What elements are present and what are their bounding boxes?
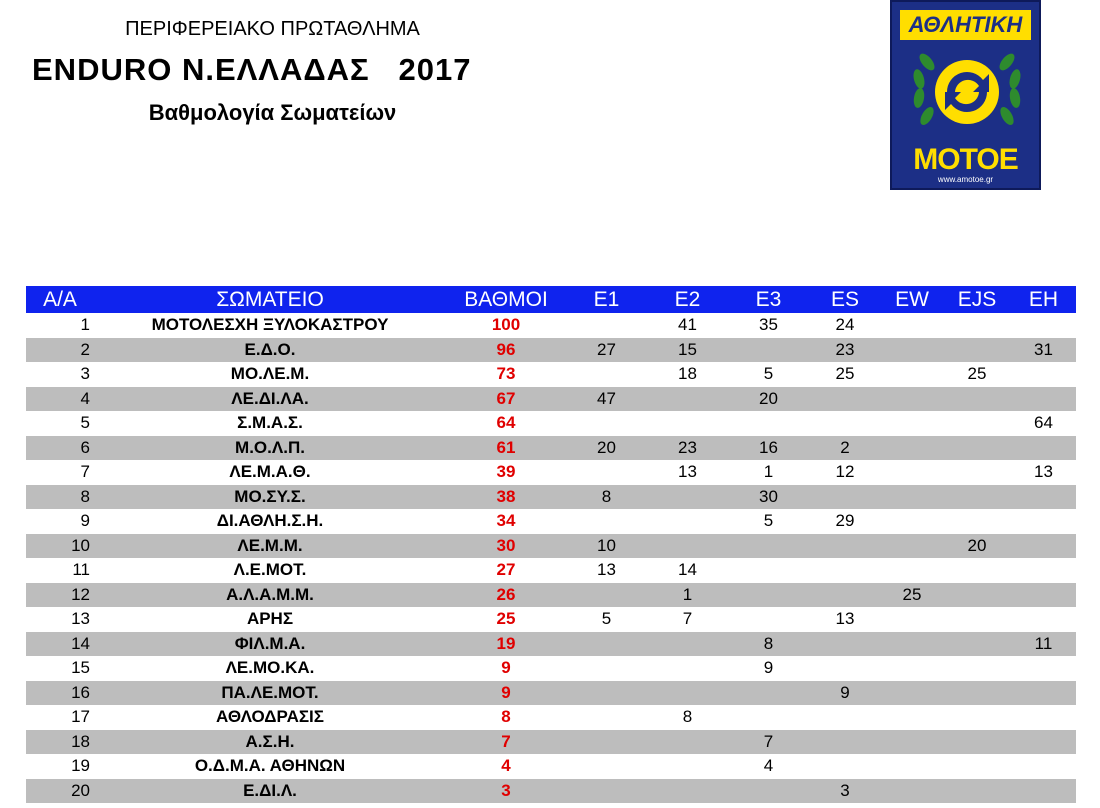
cell-es <box>809 656 881 681</box>
cell-es: 2 <box>809 436 881 461</box>
cell-es <box>809 730 881 755</box>
championship-title: ΠΕΡΙΦΕΡΕΙΑΚΟ ΠΡΩΤΑΘΛΗΜΑ <box>125 18 420 40</box>
cell-aa: 13 <box>71 609 90 629</box>
cell-es: 13 <box>835 609 855 629</box>
cell-team: Ε.ΔΙ.Λ. <box>94 779 446 804</box>
cell-e3: 1 <box>763 462 774 482</box>
event-title: ENDURO Ν.ΕΛΛΑΔΑΣ 2017 <box>32 52 472 87</box>
cell-aa: 19 <box>71 756 90 776</box>
cell-ew <box>881 338 943 363</box>
cell-es <box>809 534 881 559</box>
cell-team: ΜΟ.ΣΥ.Σ. <box>94 485 446 510</box>
table-row <box>26 607 1076 632</box>
cell-ew <box>881 509 943 534</box>
cell-e1: 47 <box>566 387 647 412</box>
cell-eh <box>1011 509 1076 534</box>
cell-points: 73 <box>496 364 516 384</box>
col-header-es: ES <box>809 286 881 313</box>
cell-ejs <box>943 656 1011 681</box>
cell-es: 23 <box>809 338 881 363</box>
cell-ejs <box>943 387 1011 412</box>
cell-points: 38 <box>446 485 566 510</box>
cell-e2 <box>647 681 728 706</box>
cell-e1: 8 <box>566 485 647 510</box>
cell-e2 <box>647 534 728 559</box>
cell-ew <box>881 705 943 730</box>
cell-ew: 25 <box>881 583 943 608</box>
cell-es: 24 <box>835 315 855 335</box>
cell-e3: 5 <box>763 511 774 531</box>
cell-ew <box>881 387 943 412</box>
cell-es <box>809 387 881 412</box>
table-header-row <box>26 286 1076 313</box>
cell-ejs <box>943 485 1011 510</box>
cell-points: 8 <box>501 707 511 727</box>
table-row <box>26 436 1076 461</box>
cell-team: ΛΕ.Μ.Α.Θ. <box>229 462 311 482</box>
cell-aa: 14 <box>26 632 94 657</box>
cell-ejs <box>943 779 1011 804</box>
cell-ejs <box>943 436 1011 461</box>
cell-eh <box>1011 313 1076 338</box>
cell-team: ΦΙΛ.Μ.Α. <box>94 632 446 657</box>
cell-eh <box>1011 730 1076 755</box>
table-row <box>26 387 1076 412</box>
table-body <box>26 313 1076 803</box>
cell-aa: 2 <box>26 338 94 363</box>
cell-aa: 7 <box>80 462 90 482</box>
cell-ew <box>881 779 943 804</box>
col-header-e2: Ε2 <box>647 286 728 313</box>
cell-ew <box>881 411 943 436</box>
cell-e1 <box>566 411 647 436</box>
cell-es <box>809 485 881 510</box>
cell-eh <box>1011 754 1076 779</box>
cell-eh <box>1011 534 1076 559</box>
cell-e2: 23 <box>647 436 728 461</box>
cell-eh <box>1011 558 1076 583</box>
cell-ejs <box>943 558 1011 583</box>
cell-ew <box>881 362 943 387</box>
cell-es <box>809 411 881 436</box>
table-row <box>26 656 1076 681</box>
cell-team: ΑΡΗΣ <box>246 609 294 629</box>
cell-points: 7 <box>446 730 566 755</box>
cell-e2: 8 <box>682 707 693 727</box>
cell-team: ΜΟΤΟΛΕΣΧΗ ΞΥΛΟΚΑΣΤΡΟΥ <box>151 315 389 335</box>
cell-es: 25 <box>835 364 855 384</box>
cell-e3: 20 <box>728 387 809 412</box>
cell-aa: 4 <box>26 387 94 412</box>
cell-es <box>809 558 881 583</box>
cell-e2: 14 <box>678 560 697 580</box>
cell-e2: 7 <box>682 609 693 629</box>
cell-es <box>809 754 881 779</box>
cell-aa: 18 <box>26 730 94 755</box>
table-row <box>26 460 1076 485</box>
cell-ew <box>881 460 943 485</box>
cell-e3: 8 <box>728 632 809 657</box>
cell-es: 29 <box>835 511 855 531</box>
cell-points: 39 <box>496 462 516 482</box>
cell-aa: 3 <box>80 364 90 384</box>
cell-team: ΛΕ.Μ.Μ. <box>94 534 446 559</box>
table-row <box>26 485 1076 510</box>
cell-team: Λ.Ε.ΜΟΤ. <box>233 560 307 580</box>
table-row <box>26 583 1076 608</box>
table-row <box>26 534 1076 559</box>
cell-e2: 13 <box>678 462 697 482</box>
cell-e2: 41 <box>678 315 697 335</box>
cell-points: 26 <box>446 583 566 608</box>
cell-points: 19 <box>446 632 566 657</box>
cell-e1 <box>566 681 647 706</box>
table-row <box>26 779 1076 804</box>
cell-points: 9 <box>446 681 566 706</box>
cell-aa: 16 <box>26 681 94 706</box>
cell-team: Ε.Δ.Ο. <box>94 338 446 363</box>
cell-ew <box>881 730 943 755</box>
col-header-team: ΣΩΜΑΤΕΙΟ <box>94 286 446 313</box>
col-header-aa: Α/Α <box>26 286 94 313</box>
cell-e3 <box>728 411 809 436</box>
cell-eh <box>1011 607 1076 632</box>
cell-team: ΛΕ.ΜΟ.ΚΑ. <box>225 658 315 678</box>
standings-subtitle: Βαθμολογία Σωματείων <box>148 100 397 125</box>
cell-e1 <box>566 509 647 534</box>
cell-points: 67 <box>446 387 566 412</box>
laurel-emblem-icon <box>907 46 1027 141</box>
cell-aa: 1 <box>80 315 90 335</box>
cell-e3: 5 <box>763 364 774 384</box>
cell-points: 3 <box>446 779 566 804</box>
cell-e3: 7 <box>728 730 809 755</box>
cell-e2 <box>647 754 728 779</box>
col-header-e1: Ε1 <box>566 286 647 313</box>
cell-eh <box>1011 485 1076 510</box>
cell-e1: 13 <box>597 560 616 580</box>
cell-e1: 10 <box>566 534 647 559</box>
cell-aa: 9 <box>80 511 90 531</box>
cell-team: ΛΕ.ΔΙ.ΛΑ. <box>94 387 446 412</box>
amotoe-logo <box>890 0 1041 190</box>
cell-aa: 5 <box>80 413 90 433</box>
table-row <box>26 558 1076 583</box>
cell-e1: 5 <box>601 609 612 629</box>
cell-e2: 18 <box>678 364 697 384</box>
cell-e1 <box>566 779 647 804</box>
col-header-eh: EH <box>1011 286 1076 313</box>
cell-ejs <box>943 460 1011 485</box>
cell-ew <box>881 754 943 779</box>
cell-es: 9 <box>809 681 881 706</box>
cell-aa: 15 <box>71 658 90 678</box>
cell-e3: 16 <box>728 436 809 461</box>
col-header-ew: EW <box>881 286 943 313</box>
cell-e1 <box>566 632 647 657</box>
cell-ew <box>881 436 943 461</box>
cell-points: 64 <box>496 413 516 433</box>
cell-e2 <box>647 509 728 534</box>
cell-es <box>809 632 881 657</box>
cell-e3 <box>728 705 809 730</box>
cell-eh <box>1011 362 1076 387</box>
cell-e2 <box>647 411 728 436</box>
cell-eh: 13 <box>1034 462 1053 482</box>
cell-aa: 10 <box>26 534 94 559</box>
table-row <box>26 754 1076 779</box>
cell-aa: 6 <box>26 436 94 461</box>
cell-points: 27 <box>496 560 516 580</box>
cell-eh: 64 <box>1034 413 1053 433</box>
cell-team: ΔΙ.ΑΘΛΗ.Σ.Η. <box>216 511 324 531</box>
cell-eh <box>1011 705 1076 730</box>
cell-e2 <box>647 779 728 804</box>
cell-team: Ο.Δ.Μ.Α. ΑΘΗΝΩΝ <box>194 756 346 776</box>
cell-team: ΜΟ.ΛΕ.Μ. <box>230 364 310 384</box>
cell-e1: 27 <box>566 338 647 363</box>
cell-e1 <box>566 705 647 730</box>
cell-team: ΠΑ.ΛΕ.ΜΟΤ. <box>94 681 446 706</box>
cell-e3 <box>728 607 809 632</box>
cell-ejs <box>943 705 1011 730</box>
cell-ejs: 20 <box>943 534 1011 559</box>
cell-e2 <box>647 485 728 510</box>
cell-e3: 30 <box>728 485 809 510</box>
cell-aa: 11 <box>72 560 90 580</box>
logo-top-text: ΑΘΛΗΤΙΚΗ <box>900 10 1031 40</box>
cell-ew <box>881 485 943 510</box>
cell-ejs <box>943 730 1011 755</box>
cell-e3 <box>728 583 809 608</box>
cell-ejs <box>943 411 1011 436</box>
cell-ejs <box>943 681 1011 706</box>
cell-ejs <box>943 754 1011 779</box>
cell-e2 <box>647 656 728 681</box>
cell-ejs: 25 <box>967 364 987 384</box>
cell-eh <box>1011 583 1076 608</box>
cell-eh: 11 <box>1011 632 1076 657</box>
cell-points: 61 <box>446 436 566 461</box>
cell-es <box>809 705 881 730</box>
table-row <box>26 632 1076 657</box>
cell-points: 30 <box>446 534 566 559</box>
col-header-e3: Ε3 <box>728 286 809 313</box>
table-row <box>26 509 1076 534</box>
cell-ejs <box>943 313 1011 338</box>
cell-aa: 12 <box>26 583 94 608</box>
cell-e3: 9 <box>763 658 774 678</box>
table-row <box>26 681 1076 706</box>
cell-ew <box>881 558 943 583</box>
cell-e1: 20 <box>566 436 647 461</box>
cell-e1 <box>566 656 647 681</box>
cell-ejs <box>943 338 1011 363</box>
cell-e2: 1 <box>647 583 728 608</box>
cell-e2 <box>647 387 728 412</box>
cell-team: Μ.Ο.Λ.Π. <box>94 436 446 461</box>
cell-eh <box>1011 656 1076 681</box>
cell-ew <box>881 681 943 706</box>
table-row <box>26 705 1076 730</box>
cell-aa: 8 <box>26 485 94 510</box>
cell-ew <box>881 607 943 632</box>
table-row <box>26 730 1076 755</box>
cell-es: 12 <box>835 462 855 482</box>
cell-ew <box>881 313 943 338</box>
logo-url: www.amotoe.gr <box>937 175 994 184</box>
cell-es <box>809 583 881 608</box>
cell-e1 <box>566 583 647 608</box>
cell-eh <box>1011 681 1076 706</box>
cell-ejs <box>943 583 1011 608</box>
cell-points: 9 <box>501 658 511 678</box>
cell-eh: 31 <box>1011 338 1076 363</box>
cell-aa: 20 <box>26 779 94 804</box>
cell-e3 <box>728 558 809 583</box>
cell-e3 <box>728 338 809 363</box>
col-header-ejs: EJS <box>943 286 1011 313</box>
cell-team: ΑΘΛΟΔΡΑΣΙΣ <box>216 707 324 727</box>
cell-e2: 15 <box>647 338 728 363</box>
cell-points: 34 <box>496 511 516 531</box>
cell-aa: 17 <box>71 707 90 727</box>
cell-e3: 35 <box>759 315 778 335</box>
table-row <box>26 362 1076 387</box>
cell-e3 <box>728 534 809 559</box>
cell-points: 100 <box>491 315 521 335</box>
cell-eh <box>1011 779 1076 804</box>
logo-bottom-text: ΜΟΤΟΕ <box>913 143 1018 176</box>
table-row <box>26 338 1076 363</box>
cell-e3 <box>728 681 809 706</box>
standings-table <box>26 286 1076 803</box>
cell-points: 4 <box>501 756 511 776</box>
cell-e2 <box>647 730 728 755</box>
col-header-points: ΒΑΘΜΟΙ <box>446 286 566 313</box>
cell-team: Α.Λ.Α.Μ.Μ. <box>94 583 446 608</box>
table-row <box>26 313 1076 338</box>
cell-ew <box>881 534 943 559</box>
cell-e1 <box>566 460 647 485</box>
cell-points: 25 <box>496 609 516 629</box>
cell-ejs <box>943 632 1011 657</box>
cell-ew <box>881 632 943 657</box>
cell-points: 96 <box>446 338 566 363</box>
cell-team: Σ.Μ.Α.Σ. <box>237 413 303 433</box>
table-row <box>26 411 1076 436</box>
cell-e1 <box>566 730 647 755</box>
cell-e2 <box>647 632 728 657</box>
cell-es: 3 <box>809 779 881 804</box>
cell-ejs <box>943 509 1011 534</box>
cell-e3: 4 <box>763 756 774 776</box>
cell-eh <box>1011 387 1076 412</box>
cell-e1 <box>566 313 647 338</box>
cell-e1 <box>566 362 647 387</box>
cell-team: Α.Σ.Η. <box>94 730 446 755</box>
cell-e3 <box>728 779 809 804</box>
cell-e1 <box>566 754 647 779</box>
cell-eh <box>1011 436 1076 461</box>
cell-ejs <box>943 607 1011 632</box>
cell-ew <box>881 656 943 681</box>
